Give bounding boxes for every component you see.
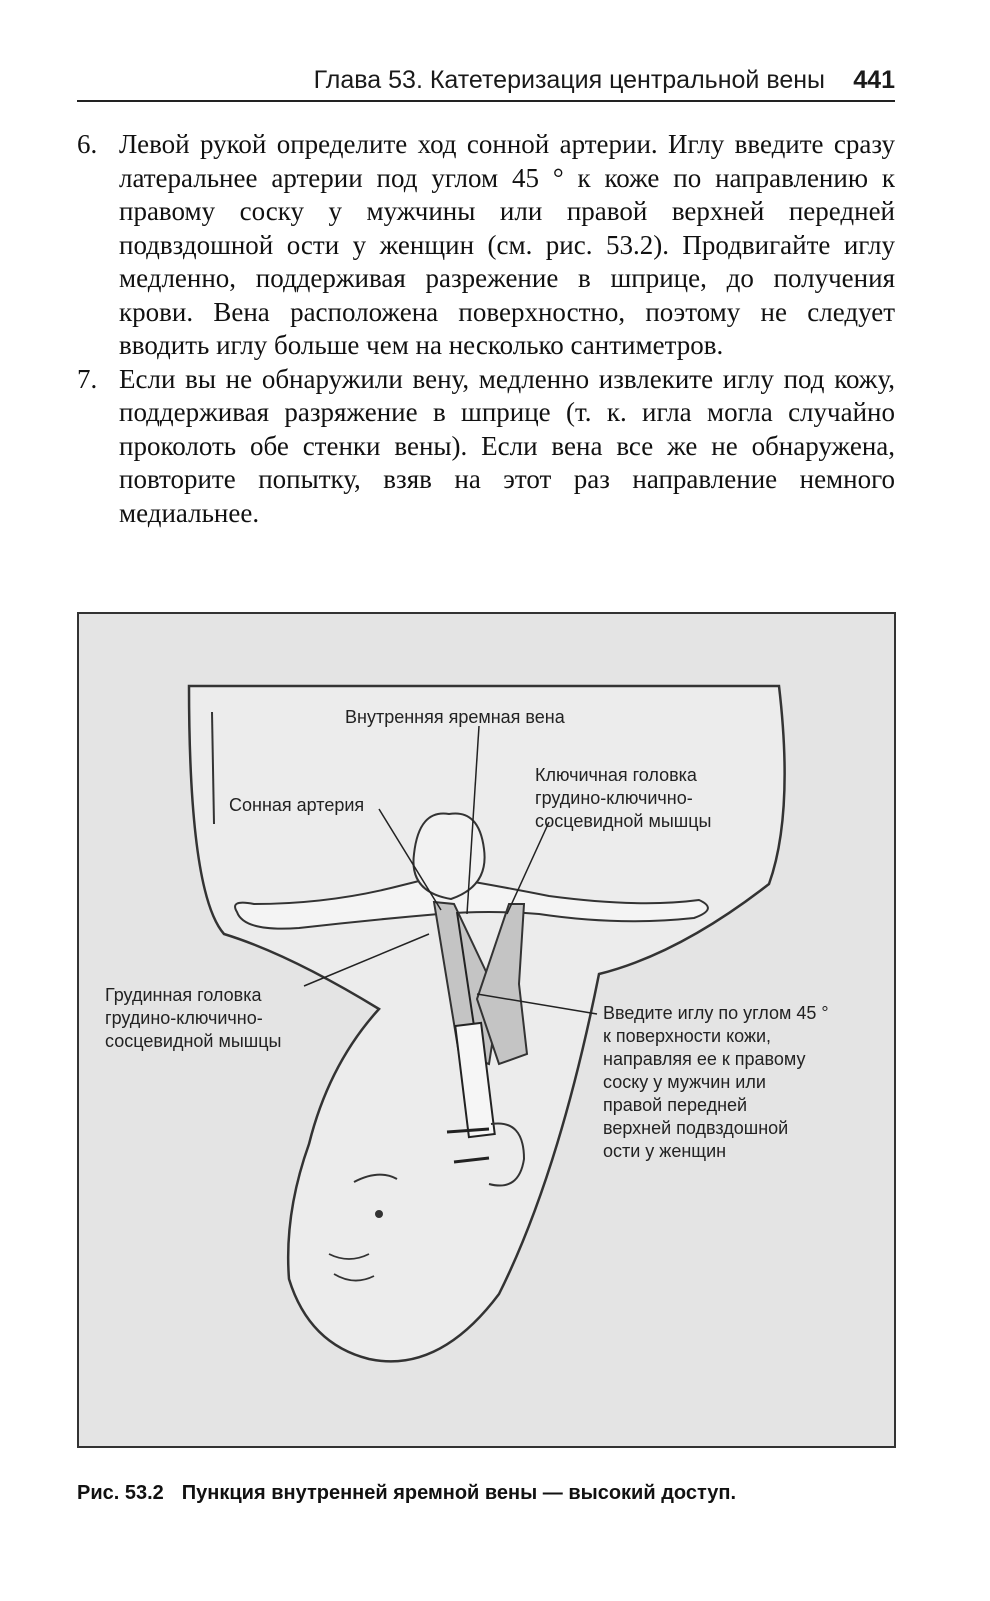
caption-text: Пункция внутренней яремной вены — высокий доступ. [181, 1482, 737, 1504]
step-number: 6. [77, 129, 98, 159]
label-line: Введите иглу по углом 45 ° [603, 1003, 829, 1023]
label-line: грудино-ключично- [535, 788, 693, 808]
label-line: верхней подвздошной [603, 1118, 789, 1138]
label-internal-jugular-vein: Внутренняя яремная вена [345, 707, 565, 727]
page-number: 441 [853, 66, 895, 94]
label-line: сосцевидной мышцы [535, 811, 712, 831]
label-line: Ключичная головка [535, 765, 697, 785]
label-needle-instruction [603, 1002, 829, 1163]
label-line: правой передней [603, 1095, 748, 1115]
figure-53-2 [77, 612, 896, 1448]
step-number: 7. [77, 363, 98, 394]
label-carotid-artery: Сонная артерия [229, 795, 365, 815]
step-7 [77, 363, 895, 531]
figure-caption [77, 1482, 736, 1505]
label-line: ости у женщин [603, 1141, 727, 1161]
step-6 [77, 128, 895, 363]
label-line: направляя ее к правому [603, 1049, 806, 1069]
step-text: Левой рукой определите ход сонной артерии. Иглу введите сразу латеральнее артерии под углом 45 ° к коже по направлению к правому соску у мужчины или правой верхней передней подвздошной ости у женщин (см. рис. 53.2). Продвигайте иглу медленно, поддерживая разрежение в шприце, до получения крови. Вена расположена поверхностно, поэтому не следует вводить иглу больше чем на несколько сантиметров. [119, 129, 895, 360]
caption-label: Рис. 53.2 [77, 1482, 164, 1504]
label-line: Грудинная головка [105, 985, 262, 1005]
chapter-title: Глава 53. Катетеризация центральной вены [313, 66, 825, 94]
label-line: грудино-ключично- [105, 1008, 263, 1028]
procedure-steps [77, 128, 895, 530]
label-sternal-head [105, 984, 281, 1053]
label-clavicular-head [535, 764, 711, 833]
label-line: к поверхности кожи, [603, 1026, 772, 1046]
running-head [77, 62, 895, 102]
step-text: Если вы не обнаружили вену, медленно извлеките иглу под кожу, поддерживая разряжение в шприце (т. к. игла могла случайно проколоть обе стенки вены). Если вена все же не обнаружена, повторите попытку, взяв на этот раз направление немного медиальнее. [119, 363, 895, 528]
label-line: соску у мужчин или [603, 1072, 766, 1092]
label-line: сосцевидной мышцы [105, 1031, 282, 1051]
